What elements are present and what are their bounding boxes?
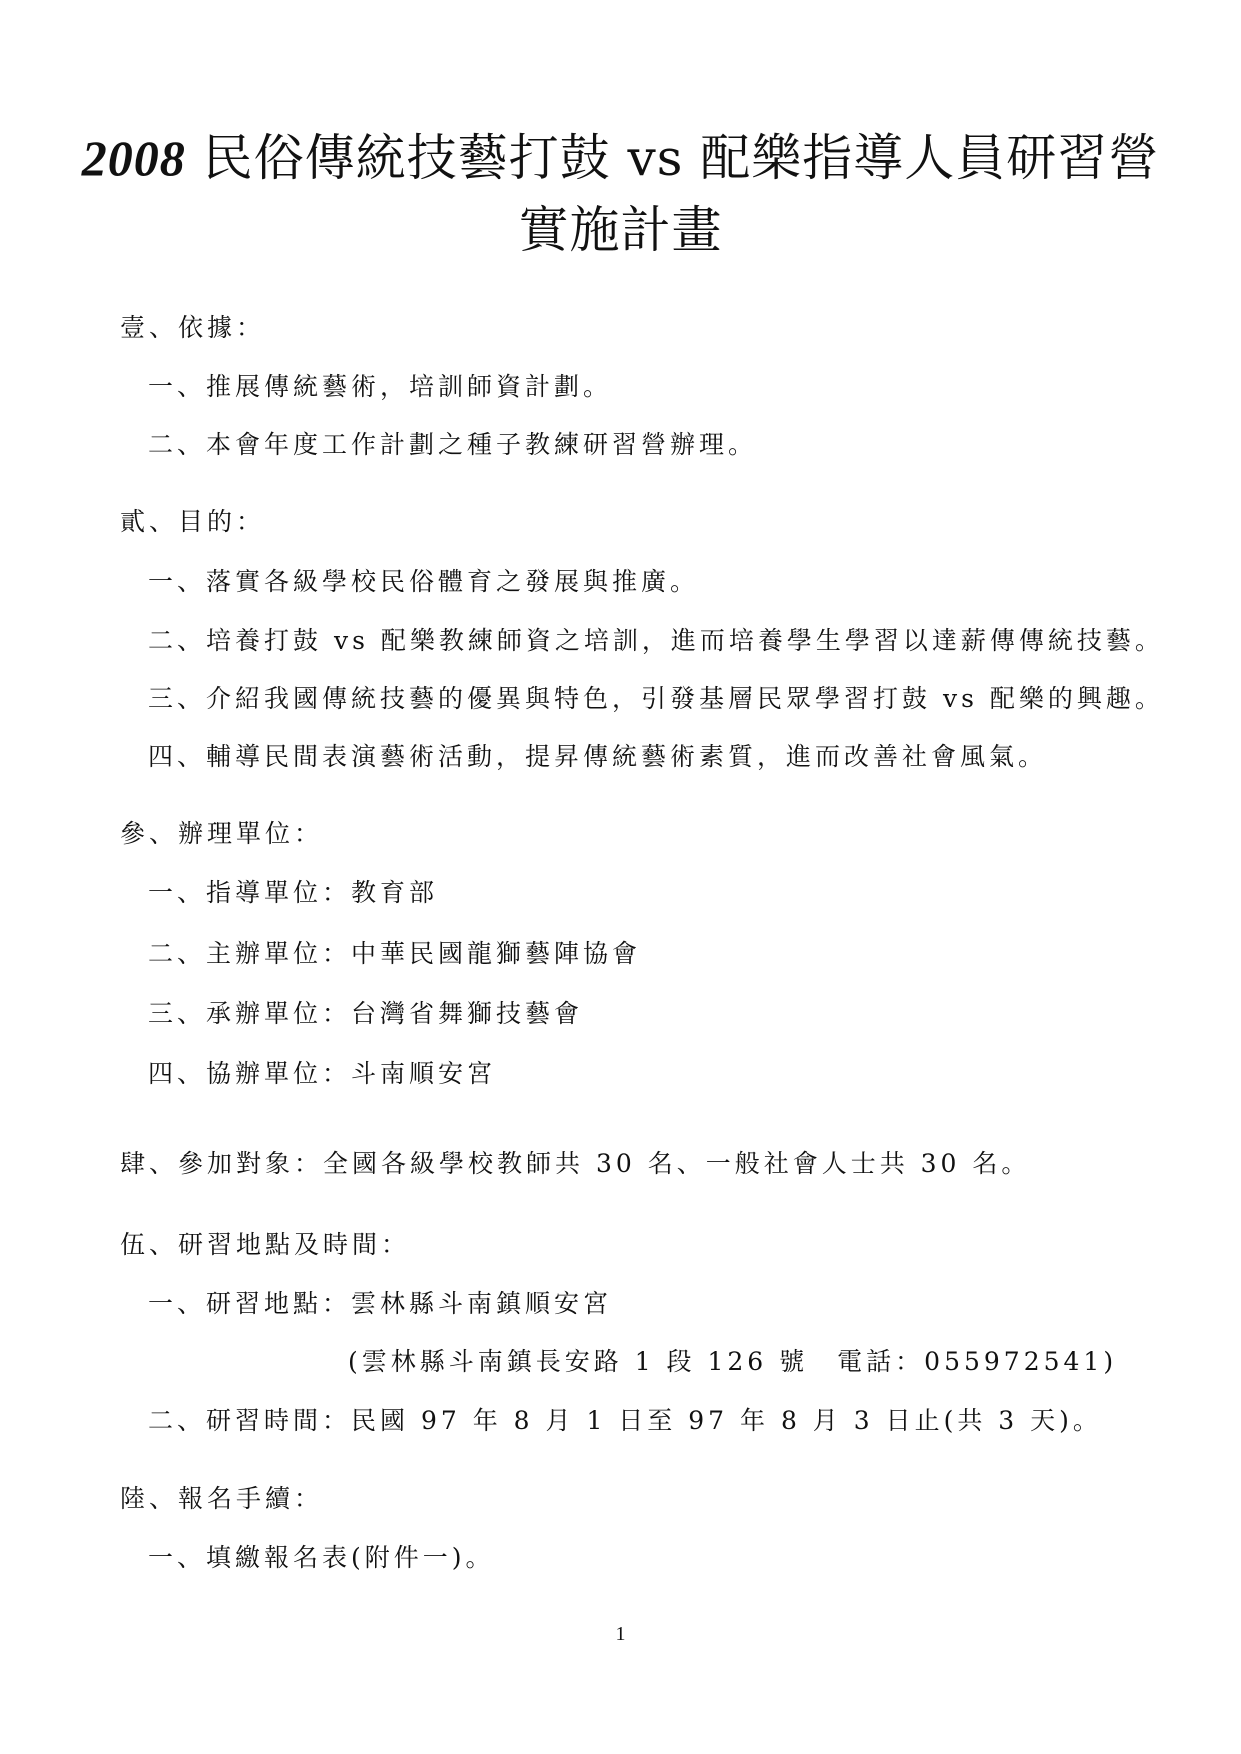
document-title-line2: 實施計畫 [518,201,723,259]
list-item: 二、培養打鼓 vs 配樂教練師資之培訓，進而培養學生學習以達薪傳傳統技藝。 [148,626,1164,655]
section-heading-purpose: 貳、目的： [120,507,266,536]
title-year: 2008 [81,130,186,186]
list-item: 三、介紹我國傳統技藝的優異與特色，引發基層民眾學習打鼓 vs 配樂的興趣。 [148,684,1164,713]
section-heading-participants: 肆、參加對象：全國各級學校教師共 30 名、一般社會人士共 30 名。 [120,1149,1031,1178]
list-item: 一、研習地點：雲林縣斗南鎮順安宮 [148,1289,613,1318]
section-heading-organizers: 參、辦理單位： [120,819,324,848]
address-line: (雲林縣斗南鎮長安路 1 段 126 號 電話：055972541) [348,1347,1118,1376]
section-heading-registration: 陸、報名手續： [120,1484,324,1513]
list-item: 二、本會年度工作計劃之種子教練研習營辦理。 [148,430,758,459]
list-item: 二、主辦單位：中華民國龍獅藝陣協會 [148,939,642,968]
list-item: 二、研習時間：民國 97 年 8 月 1 日至 97 年 8 月 3 日止(共 3 天)。 [148,1406,1102,1435]
list-item: 一、落實各級學校民俗體育之發展與推廣。 [148,567,700,596]
list-item: 三、承辦單位：台灣省舞獅技藝會 [148,999,584,1028]
title-text: 民俗傳統技藝打鼓 vs 配樂指導人員研習營 [185,129,1160,187]
list-item: 一、指導單位：教育部 [148,878,439,907]
section-heading-location-time: 伍、研習地點及時間： [120,1230,411,1259]
list-item: 一、推展傳統藝術，培訓師資計劃。 [148,372,613,401]
document-title-line1 [0,128,1241,188]
page-number: 1 [615,1623,626,1645]
list-item: 四、協辦單位：斗南順安宮 [148,1059,497,1088]
list-item: 四、輔導民間表演藝術活動，提昇傳統藝術素質，進而改善社會風氣。 [148,742,1048,771]
section-heading-basis: 壹、依據： [120,313,266,342]
list-item: 一、填繳報名表(附件一)。 [148,1543,495,1572]
